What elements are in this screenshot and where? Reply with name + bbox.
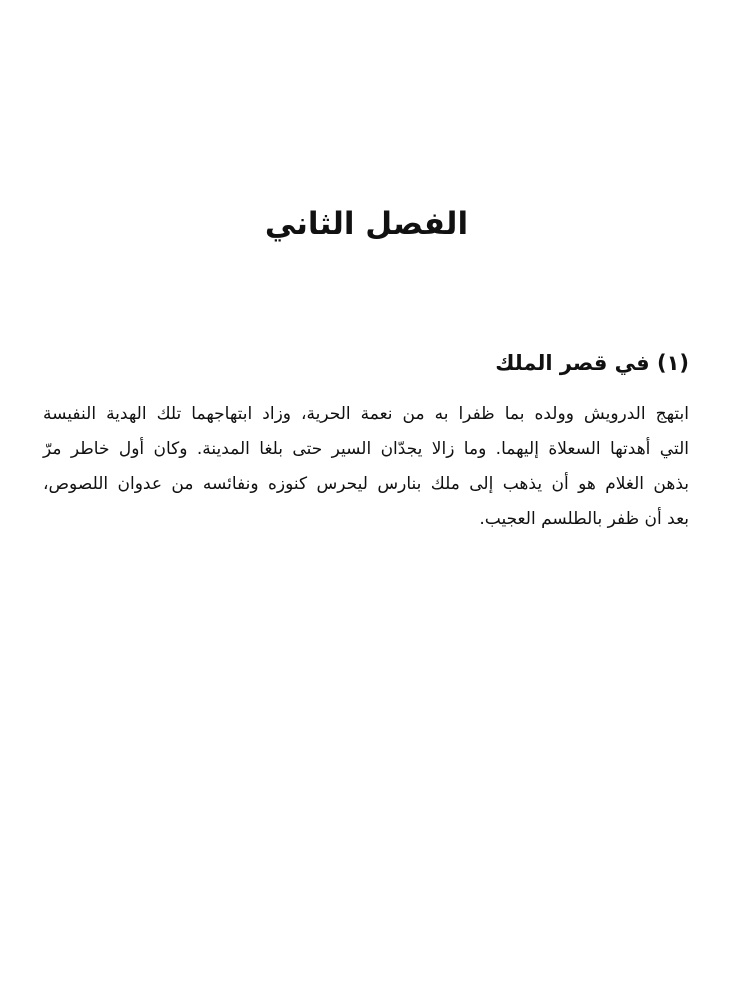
paragraph-line: التي أهدتها السعلاة إليهما. وما زالا يجدّان السير حتى بلغا المدينة. وكان أول خاطر مرّ	[43, 439, 689, 459]
paragraph-line: بعد أن ظفر بالطلسم العجيب.	[479, 509, 689, 529]
paragraph-line: بذهن الغلام هو أن يذهب إلى ملك بنارس ليحرس كنوزه ونفائسه من عدوان اللصوص،	[43, 474, 689, 494]
paragraph-line: ابتهج الدرويش وولده بما ظفرا به من نعمة الحرية، وزاد ابتهاجهما تلك الهدية النفيسة	[43, 404, 689, 424]
section-heading: (١) في قصر الملك	[495, 351, 689, 375]
section-paragraph	[43, 397, 689, 537]
chapter-title: الفصل الثاني	[264, 206, 469, 242]
